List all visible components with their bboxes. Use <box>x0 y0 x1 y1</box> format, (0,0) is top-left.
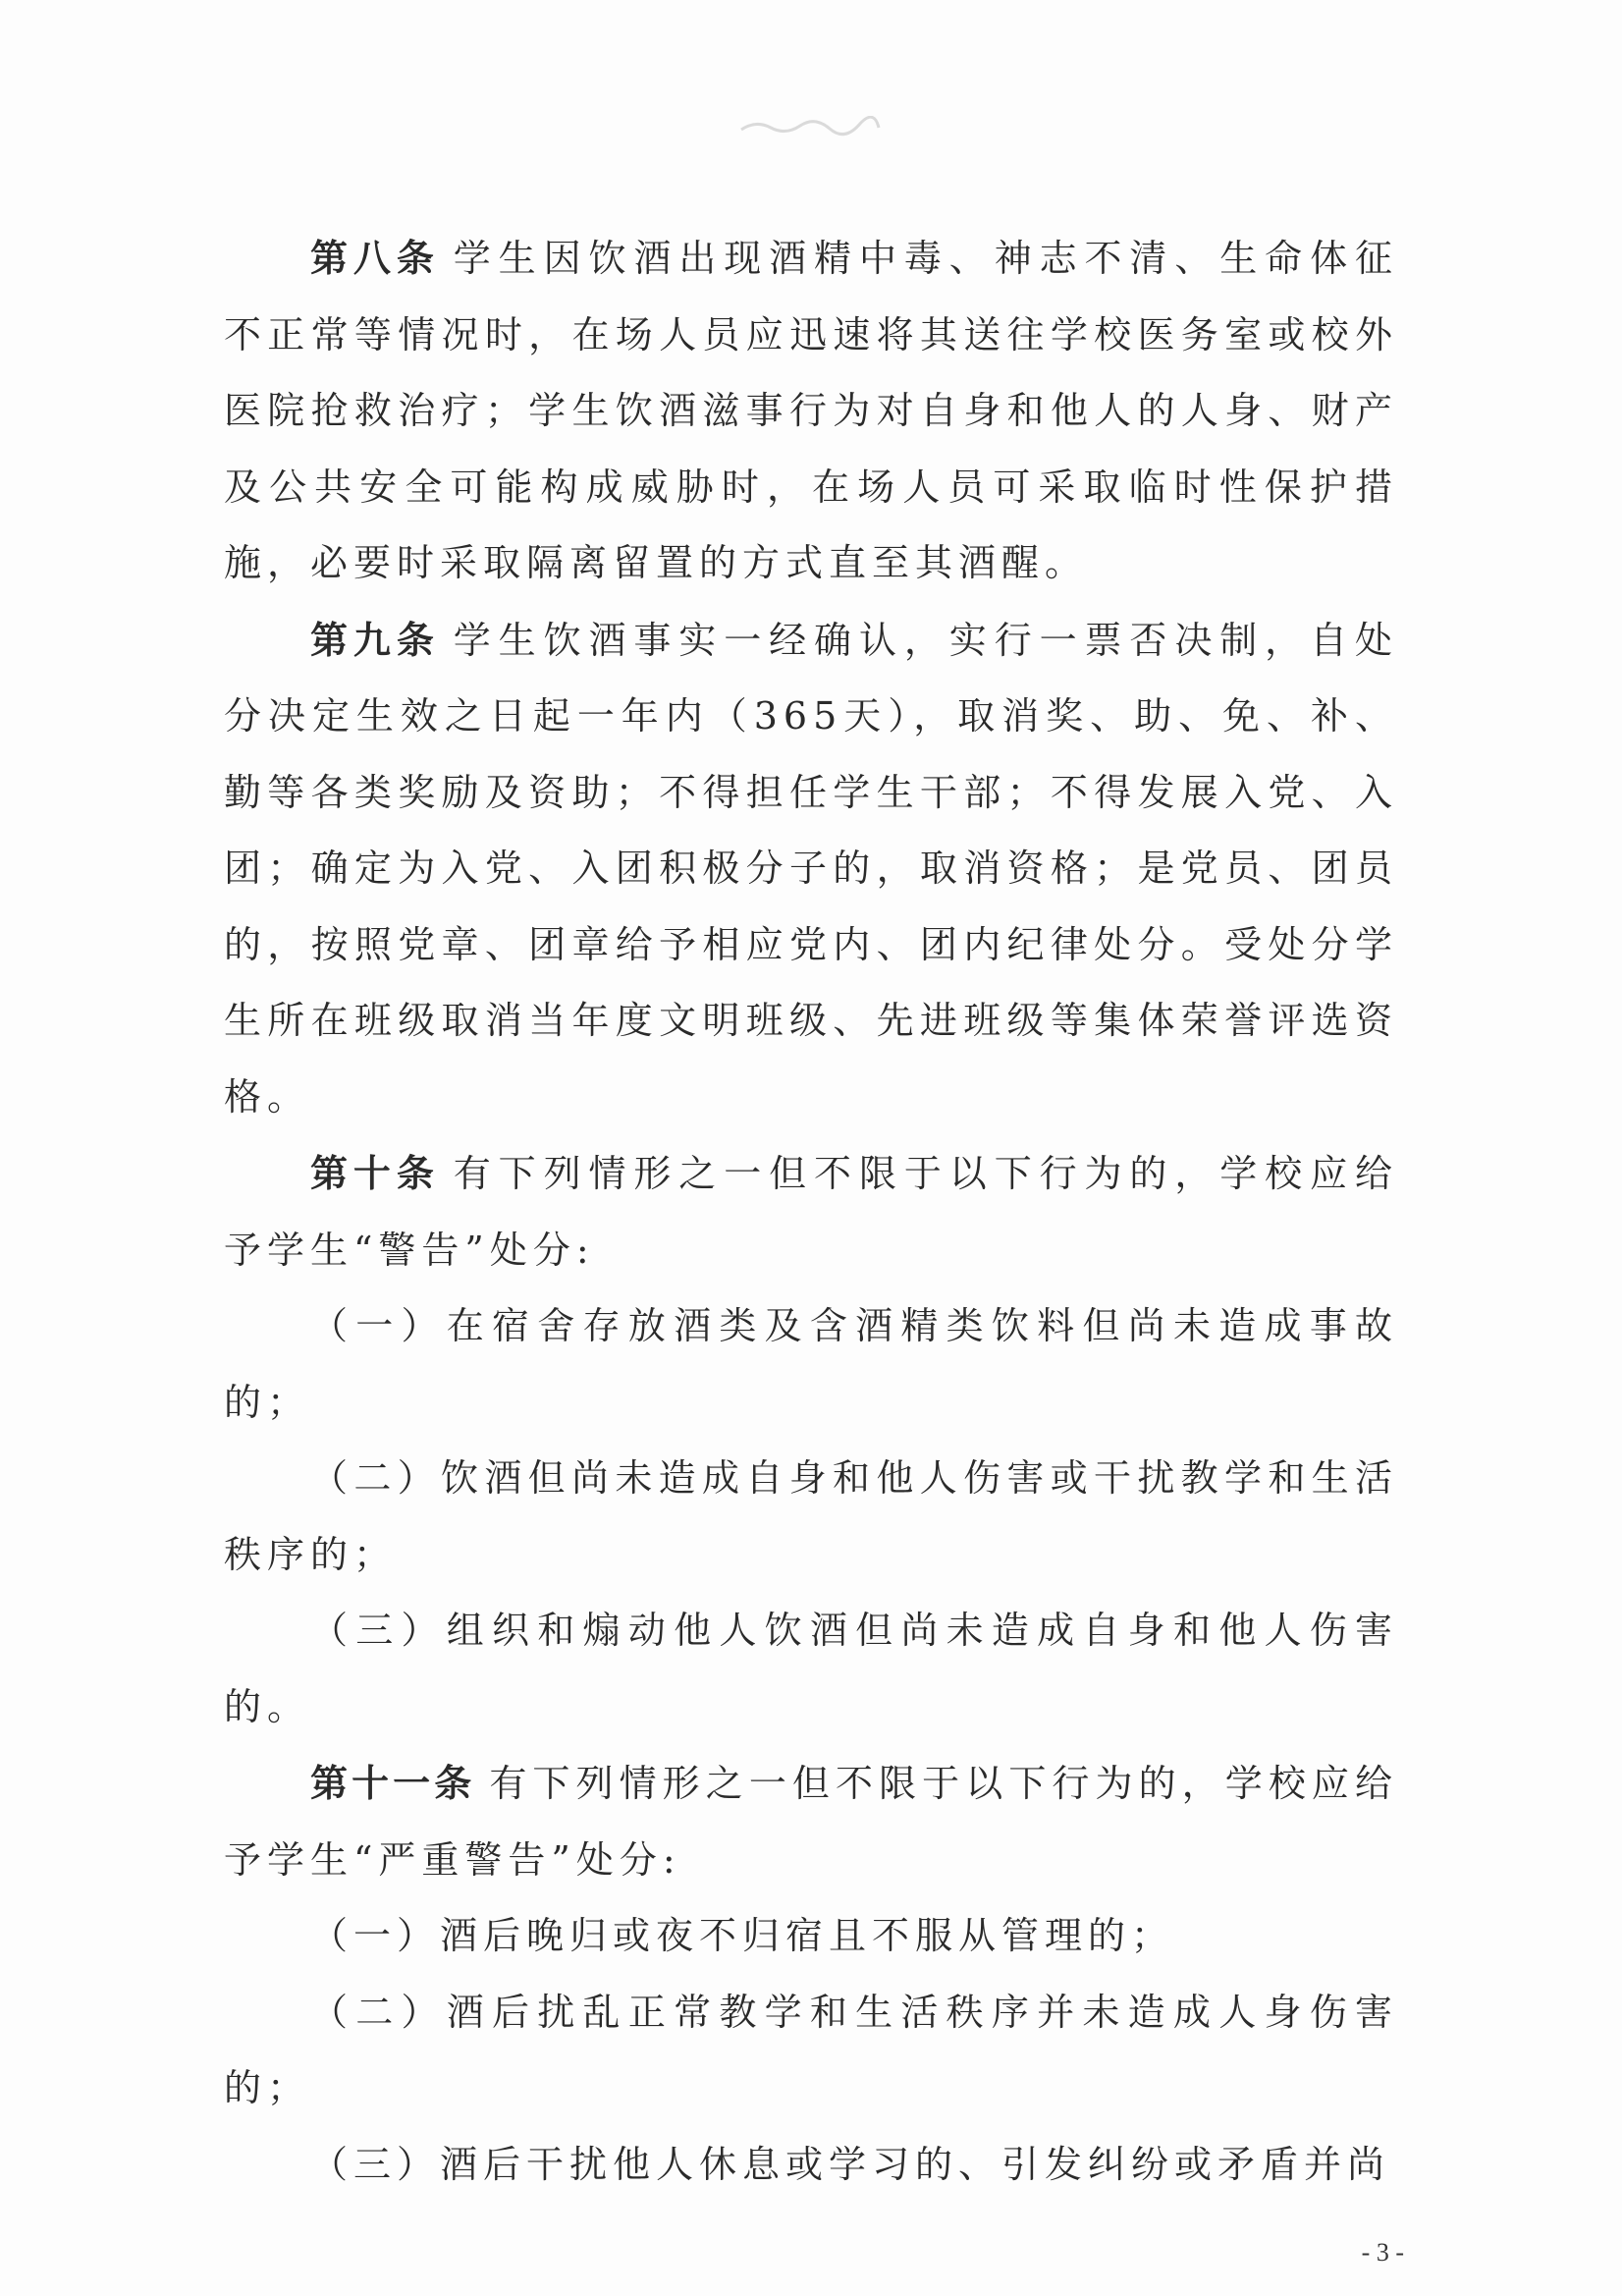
article-label: 第十条 <box>310 1151 440 1195</box>
article-text: 学生饮酒事实一经确认，实行一票否决制，自处分决定生效之日起一年内（365天），取消奖、助、免、补、勤等各类奖励及资助；不得担任学生干部；不得发展入党、入团；确定为入党、入团积极分子的，取消资格；是党员、团员的，按照党章、团章给予相应党内、团内纪律处分。受处分学生所在班级取消当年度文明班级、先进班级等集体荣誉评选资格。 <box>224 618 1398 1119</box>
scan-smudge-mark <box>736 116 884 137</box>
article-label: 第八条 <box>310 236 440 280</box>
document-body <box>224 220 1398 2203</box>
article-text: 有下列情形之一但不限于以下行为的，学校应给予学生“严重警告”处分: <box>224 1762 1398 1882</box>
article-10-item-1: （一）在宿舍存放酒类及含酒精类饮料但尚未造成事故的； <box>224 1304 1398 1424</box>
article-10-item-2: （二）饮酒但尚未造成自身和他人伤害或干扰教学和生活秩序的； <box>224 1456 1398 1576</box>
article-text: 学生因饮酒出现酒精中毒、神志不清、生命体征不正常等情况时，在场人员应迅速将其送往学校医务室或校外医院抢救治疗；学生饮酒滋事行为对自身和他人的人身、财产及公共安全可能构成威胁时，在场人员可采取临时性保护措施，必要时采取隔离留置的方式直至其酒醒。 <box>224 237 1398 584</box>
article-8 <box>224 220 1398 602</box>
article-10-item-3: （三）组织和煽动他人饮酒但尚未造成自身和他人伤害的。 <box>224 1609 1398 1728</box>
article-10 <box>224 1135 1398 1288</box>
article-label: 第九条 <box>310 617 440 662</box>
article-11 <box>224 1745 1398 1898</box>
page-number: - 3 - <box>1361 2238 1404 2267</box>
article-9 <box>224 602 1398 1136</box>
article-11-item-1: （一）酒后晚归或夜不归宿且不服从管理的； <box>310 1914 1175 1957</box>
article-11-item-2: （二）酒后扰乱正常教学和生活秩序并未造成人身伤害的； <box>224 1990 1398 2109</box>
article-label: 第十一条 <box>310 1761 476 1805</box>
article-text: 有下列情形之一但不限于以下行为的，学校应给予学生“警告”处分: <box>224 1152 1398 1272</box>
article-11-item-3: （三）酒后干扰他人休息或学习的、引发纠纷或矛盾并尚 <box>310 2142 1391 2186</box>
